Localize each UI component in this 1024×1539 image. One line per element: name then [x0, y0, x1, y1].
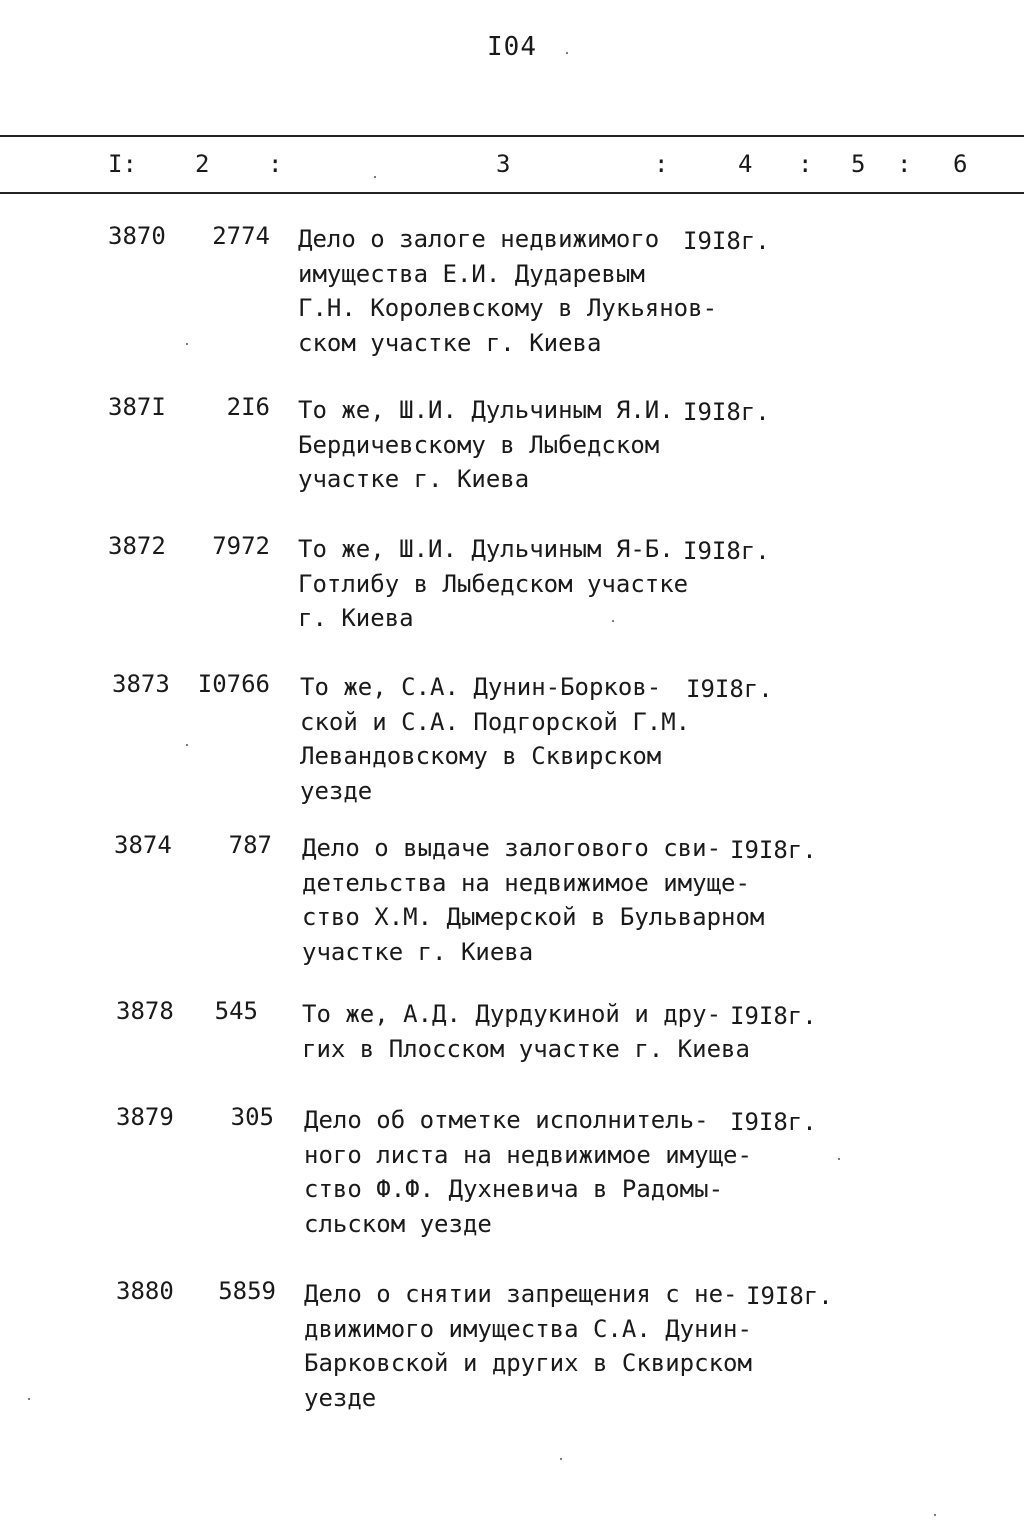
record-title-line: движимого имущества С.А. Дунин- [304, 1314, 752, 1343]
record-title [302, 831, 772, 969]
scan-speck [838, 1158, 840, 1160]
record-old-number: 2774 [212, 222, 270, 250]
scan-speck [934, 1514, 936, 1516]
scan-speck [374, 176, 376, 178]
record-title [302, 997, 772, 1066]
record-title-line: имущества Е.И. Дударевым [298, 259, 645, 288]
record-title-line: То же, Ш.И. Дульчиным Я.И. [298, 396, 674, 424]
record-year: I9I8г. [686, 675, 773, 703]
record-title-line: То же, Ш.И. Дульчиным Я-Б. [298, 535, 674, 563]
record-year: I9I8г. [730, 1108, 817, 1136]
record-year: I9I8г. [683, 227, 770, 255]
record-old-number: 787 [228, 831, 272, 859]
record-year: I9I8г. [730, 836, 817, 864]
record-year: I9I8г. [730, 1002, 817, 1030]
header-col-5: 5 [851, 150, 866, 178]
scan-speck [28, 1398, 30, 1400]
record-title-line: Барковской и других в Сквирском [304, 1349, 752, 1377]
scan-speck [612, 620, 614, 622]
record-title-line: То же, С.А. Дунин-Борков- [300, 673, 662, 701]
page-number: I04 [487, 32, 537, 62]
record-old-number: I0766 [197, 670, 270, 698]
record-old-number: 305 [230, 1103, 274, 1131]
table-header-top-rule [0, 135, 1024, 137]
header-separator: : [268, 150, 283, 178]
header-col-4: 4 [738, 150, 753, 178]
record-old-number: 2I6 [226, 393, 270, 421]
scan-speck [186, 744, 188, 746]
record-title-line: Дело о залоге недвижимого [298, 225, 660, 253]
record-title-line: участке г. Киева [298, 465, 530, 493]
record-inventory-number: 3870 [108, 222, 166, 250]
record-title-line: То же, А.Д. Дурдукиной и дру- [302, 1000, 722, 1028]
record-title-line: ской и С.А. Подгорской Г.М. [300, 707, 691, 736]
record-inventory-number: 3878 [116, 997, 174, 1025]
table-header-bottom-rule [0, 192, 1024, 194]
record-title-line: уезде [300, 776, 373, 805]
record-inventory-number: 3874 [114, 831, 172, 859]
record-title-line: Готлибу в Лыбедском участке [298, 569, 689, 598]
record-title-line: Дело о выдаче залогового сви- [302, 834, 722, 862]
record-old-number: 5859 [218, 1277, 276, 1305]
record-title-line: детельства на недвижимое имуще- [302, 868, 750, 897]
header-col-6: 6 [953, 150, 968, 178]
header-separator: : [654, 150, 669, 178]
record-old-number: 7972 [212, 532, 270, 560]
record-title-line: Г.Н. Королевскому в Лукьянов- [298, 294, 718, 322]
record-title [304, 1103, 774, 1241]
record-title-line: Левандовскому в Сквирском [300, 742, 662, 770]
record-title-line: уезде [304, 1383, 377, 1412]
header-separator: : [798, 150, 813, 178]
header-separator: : [897, 150, 912, 178]
record-title-line: ного листа на недвижимое имуще- [304, 1140, 752, 1169]
header-col-1: I: [108, 150, 137, 178]
record-inventory-number: 3880 [116, 1277, 174, 1305]
record-old-number: 545 [214, 997, 258, 1025]
header-col-3: 3 [496, 150, 511, 178]
record-title-line: Бердичевскому в Лыбедском [298, 430, 660, 459]
record-year: I9I8г. [746, 1282, 833, 1310]
record-inventory-number: 3873 [112, 670, 170, 698]
record-year: I9I8г. [683, 537, 770, 565]
record-title-line: Дело об отметке исполнитель- [304, 1106, 709, 1134]
scan-speck [560, 1458, 562, 1460]
record-title-line: г. Киева [298, 604, 414, 632]
record-title-line: ство Ф.Ф. Духневича в Радомы- [304, 1175, 724, 1203]
record-inventory-number: 3872 [108, 532, 166, 560]
scan-speck [566, 52, 568, 54]
record-title [304, 1277, 774, 1415]
scan-speck [186, 343, 188, 345]
record-title-line: Дело о снятии запрещения с не- [304, 1280, 738, 1308]
record-title-line: гих в Плосском участке г. Киева [302, 1034, 750, 1063]
record-inventory-number: 387I [108, 393, 166, 421]
record-inventory-number: 3879 [116, 1103, 174, 1131]
record-title-line: ство Х.М. Дымерской в Бульварном [302, 903, 765, 931]
record-year: I9I8г. [683, 398, 770, 426]
record-title-line: ском участке г. Киева [298, 328, 602, 357]
header-col-2: 2 [195, 150, 210, 178]
record-title-line: участке г. Киева [302, 937, 534, 966]
record-title-line: сльском уезде [304, 1209, 492, 1238]
